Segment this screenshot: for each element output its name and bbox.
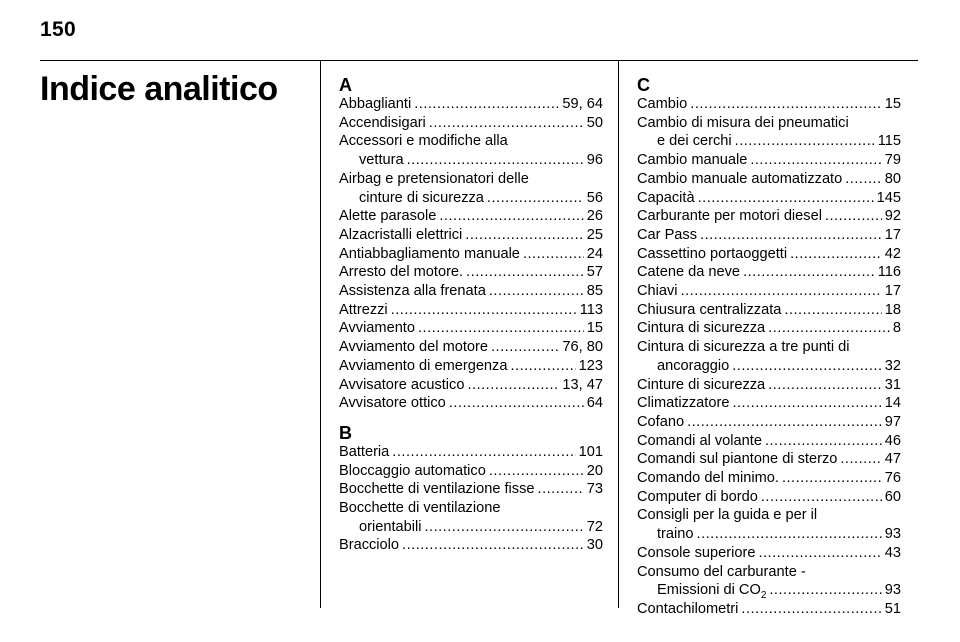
entry-label-text: Comandi sul piantone di sterzo [637, 451, 838, 468]
entry-pages: 59, 64 [562, 96, 603, 112]
entry-row [637, 600, 901, 619]
entry-pages: 96 [586, 152, 603, 169]
entry-label-text: Car Pass [637, 226, 698, 243]
entry-label [339, 114, 426, 133]
dot-leader [429, 114, 584, 133]
entry-pages: 93 [884, 526, 901, 543]
index-entry [637, 207, 901, 226]
entry-row [637, 226, 901, 245]
index-entry [637, 151, 901, 170]
entry-pages: 115 [877, 133, 901, 150]
dot-leader [489, 462, 584, 481]
entry-label-text: Attrezzi [339, 301, 388, 318]
entry-row [339, 282, 603, 301]
entry-label [359, 151, 404, 170]
index-entry [637, 413, 901, 432]
entry-label-text: Avvisatore acustico [339, 376, 465, 393]
entry-label-text: orientabili [359, 518, 422, 535]
dot-leader [392, 443, 575, 462]
entry-label-text: Contachilometri [637, 600, 739, 617]
entry-label [339, 263, 463, 282]
entry-row [339, 263, 603, 282]
entry-label [339, 394, 446, 413]
entry-label-text: Cassettino portaoggetti [637, 245, 788, 262]
entry-pages: 42 [884, 245, 901, 262]
entry-label [637, 413, 684, 432]
entry-pages: 31 [884, 376, 901, 393]
index-entry [339, 499, 603, 536]
entry-pages: 72 [586, 518, 603, 535]
dot-leader [690, 95, 881, 114]
entry-pages: 93 [884, 582, 901, 599]
entry-pages: 18 [884, 301, 901, 318]
entry-label-text: vettura [359, 152, 404, 169]
entry-label-text: Cambio [637, 96, 688, 112]
entry-label [339, 462, 486, 481]
entry-pages: 8 [892, 320, 901, 337]
entry-label-text: Batteria [339, 443, 390, 460]
dot-leader [414, 95, 559, 114]
entry-label-line1: Consigli per la guida e per il [637, 507, 818, 524]
entry-row [637, 357, 901, 376]
index-entry [339, 282, 603, 301]
dot-leader [750, 151, 881, 170]
entry-label [637, 282, 678, 301]
entry-row [339, 338, 603, 357]
entry-pages: 76, 80 [562, 339, 603, 356]
index-entry [637, 563, 901, 600]
entry-label-text: Comando del minimo. [637, 470, 779, 487]
index-column-1 [339, 76, 603, 555]
entry-pages: 56 [586, 189, 603, 206]
entry-pages: 46 [884, 432, 901, 449]
entry-pages: 15 [586, 320, 603, 337]
index-entry [339, 338, 603, 357]
entry-label-subscript: 2 [760, 590, 767, 602]
dot-leader [449, 394, 584, 413]
entry-label [637, 376, 765, 395]
index-entry [339, 376, 603, 395]
dot-leader [489, 282, 584, 301]
dot-leader [700, 226, 882, 245]
dot-leader [840, 450, 881, 469]
entry-label [637, 544, 755, 563]
entry-label [637, 301, 781, 320]
index-entry [637, 282, 901, 301]
entry-label [657, 357, 729, 376]
entry-label [339, 282, 486, 301]
entry-pages: 116 [877, 264, 901, 281]
index-entry [637, 245, 901, 264]
entry-pages: 50 [586, 114, 603, 131]
entry-row [637, 544, 901, 563]
index-entry [339, 480, 603, 499]
entry-row [339, 376, 603, 395]
entry-label [657, 581, 766, 600]
entry-pages: 24 [586, 245, 603, 262]
entry-row [339, 462, 603, 481]
entry-label [339, 301, 388, 320]
entry-row [637, 132, 901, 151]
index-entry [339, 95, 603, 114]
entry-row [339, 95, 603, 114]
dot-leader [741, 600, 881, 619]
entry-label [339, 480, 535, 499]
dot-leader [466, 263, 584, 282]
entry-label [657, 132, 732, 151]
entry-label [637, 488, 758, 507]
dot-leader [391, 301, 577, 320]
entry-label [359, 189, 484, 208]
entry-label-line1: Airbag e pretensionatori delle [339, 170, 529, 187]
dot-leader [418, 319, 584, 338]
entry-pages: 17 [884, 283, 901, 300]
dot-leader [467, 376, 559, 395]
entry-label [637, 432, 762, 451]
dot-leader [491, 338, 559, 357]
entry-label-text: Antiabbagliamento manuale [339, 245, 520, 262]
dot-leader [407, 151, 584, 170]
entry-label-text: cinture di sicurezza [359, 189, 484, 206]
index-entry [637, 506, 901, 543]
entry-label [637, 469, 779, 488]
entry-row [339, 319, 603, 338]
dot-leader [487, 189, 584, 208]
entry-pages: 85 [586, 283, 603, 300]
entry-label [657, 525, 694, 544]
entry-label [339, 338, 488, 357]
entry-label-text: Cintura di sicurezza [637, 320, 766, 337]
entry-label-line1: Consumo del carburante - [637, 563, 806, 580]
entry-label-text: Cofano [637, 413, 685, 430]
entry-row [339, 114, 603, 133]
entry-row [339, 189, 603, 208]
entry-row [637, 450, 901, 469]
dot-leader [768, 319, 890, 338]
index-entry [637, 170, 901, 189]
entry-label-text: Computer di bordo [637, 488, 758, 505]
entry-label [359, 518, 421, 537]
entry-pages: 26 [586, 208, 603, 225]
entry-label [339, 226, 462, 245]
entry-label [339, 357, 507, 376]
dot-leader [768, 376, 882, 395]
dot-leader [825, 207, 882, 226]
entry-label-text: Cambio manuale [637, 152, 748, 169]
entry-pages: 76 [884, 470, 901, 487]
entry-label-text: Avviamento [339, 320, 415, 337]
entry-row [637, 151, 901, 170]
index-entry [339, 443, 603, 462]
entry-row [339, 226, 603, 245]
entry-pages: 97 [884, 413, 901, 430]
entry-label-text: Comandi al volante [637, 432, 762, 449]
entry-label-text: Chiusura centralizzata [637, 301, 782, 318]
entry-label-text: Chiavi [637, 283, 678, 300]
entry-row [339, 245, 603, 264]
entry-pages: 30 [586, 537, 603, 554]
entry-label [637, 394, 729, 413]
entry-row [339, 536, 603, 555]
entry-label-text: Emissioni di CO [657, 582, 761, 599]
entry-label-text: Arresto del motore. [339, 264, 464, 281]
entry-label-text: Cinture di sicurezza [637, 376, 766, 393]
entry-label-text: ancoraggio [657, 357, 730, 374]
entry-pages: 79 [884, 152, 901, 169]
entry-label-text: e dei cerchi [657, 133, 732, 150]
entry-pages: 20 [586, 462, 603, 479]
entry-label [637, 319, 765, 338]
entry-pages: 101 [578, 443, 603, 460]
dot-leader [465, 226, 584, 245]
entry-label [339, 95, 411, 114]
index-entry [339, 170, 603, 207]
entry-row [637, 394, 901, 413]
entry-label [637, 151, 747, 170]
index-entry [339, 207, 603, 226]
entry-label-text: Avviamento di emergenza [339, 357, 508, 374]
index-entry [637, 114, 901, 151]
dot-leader [784, 301, 881, 320]
entry-row [637, 282, 901, 301]
entry-row [339, 518, 603, 537]
entry-label-text: Alette parasole [339, 208, 437, 225]
entry-label-line1: Cambio di misura dei pneumatici [637, 114, 849, 131]
entry-row [637, 95, 901, 114]
page-title: Indice analitico [40, 70, 278, 108]
index-entry [637, 544, 901, 563]
entry-pages: 73 [586, 481, 603, 498]
index-group [339, 424, 603, 555]
index-entry [637, 376, 901, 395]
entry-row [637, 413, 901, 432]
dot-leader [758, 544, 881, 563]
top-rule [40, 60, 918, 61]
dot-leader [732, 394, 881, 413]
entry-row [339, 443, 603, 462]
entry-label [637, 189, 695, 208]
index-entry [339, 245, 603, 264]
entry-row [637, 207, 901, 226]
entry-pages: 32 [884, 357, 901, 374]
entry-label [637, 600, 738, 619]
entry-pages: 57 [586, 264, 603, 281]
entry-label [339, 245, 520, 264]
entry-label-text: traino [657, 526, 694, 543]
entry-label [339, 319, 415, 338]
entry-label-line1: Accessori e modifiche alla [339, 133, 508, 150]
dot-leader [790, 245, 882, 264]
entry-label-text: Carburante per motori diesel [637, 208, 822, 225]
index-entry [637, 95, 901, 114]
entry-label [339, 376, 464, 395]
index-entry [339, 357, 603, 376]
dot-leader [845, 170, 882, 189]
dot-leader [538, 480, 584, 499]
column-divider [618, 60, 619, 608]
entry-pages: 92 [884, 208, 901, 225]
entry-pages: 43 [884, 544, 901, 561]
entry-pages: 25 [586, 226, 603, 243]
index-column-2 [637, 76, 901, 619]
index-entry [637, 189, 901, 208]
entry-label-text: Abbaglianti [339, 96, 412, 112]
entry-pages: 47 [884, 451, 901, 468]
index-entry [637, 338, 901, 375]
dot-leader [782, 469, 882, 488]
dot-leader [424, 518, 583, 537]
entry-row [339, 301, 603, 320]
entry-label [637, 95, 687, 114]
entry-label [637, 170, 842, 189]
dot-leader [732, 357, 882, 376]
index-entry [339, 536, 603, 555]
index-entry [637, 432, 901, 451]
entry-label-text: Avvisatore ottico [339, 395, 446, 412]
entry-label [637, 263, 740, 282]
entry-label-line1: Bocchette di ventilazione [339, 500, 501, 517]
index-letter: B [339, 422, 352, 443]
dot-leader [439, 207, 583, 226]
entry-label-text: Climatizzatore [637, 395, 730, 412]
index-entry [637, 319, 901, 338]
entry-label [339, 443, 389, 462]
dot-leader [769, 581, 881, 600]
entry-row [637, 581, 901, 600]
entry-label-text: Accendisigari [339, 114, 426, 131]
dot-leader [735, 132, 875, 151]
entry-row [637, 189, 901, 208]
entry-row [339, 394, 603, 413]
entry-label-line1: Cintura di sicurezza a tre punti di [637, 339, 850, 356]
entry-pages: 60 [884, 488, 901, 505]
dot-leader [743, 263, 875, 282]
entry-pages: 145 [876, 189, 901, 206]
entry-pages: 123 [578, 357, 603, 374]
entry-row [339, 480, 603, 499]
entry-label [637, 207, 822, 226]
entry-row [637, 488, 901, 507]
entry-row [637, 376, 901, 395]
dot-leader [402, 536, 584, 555]
index-entry [339, 263, 603, 282]
entry-row [637, 469, 901, 488]
entry-row [637, 432, 901, 451]
entry-label [637, 245, 787, 264]
entry-pages: 113 [579, 301, 603, 318]
entry-label-text: Console superiore [637, 544, 756, 561]
index-entry [637, 394, 901, 413]
dot-leader [698, 189, 874, 208]
index-entry [339, 319, 603, 338]
entry-pages: 17 [884, 226, 901, 243]
entry-row [637, 301, 901, 320]
index-entry [339, 114, 603, 133]
index-entry [637, 600, 901, 619]
index-entry [339, 462, 603, 481]
index-entry [339, 132, 603, 169]
entry-label [339, 207, 436, 226]
index-entry [637, 450, 901, 469]
entry-pages: 51 [884, 600, 901, 617]
index-entry [339, 301, 603, 320]
entry-label-text: Bocchette di ventilazione fisse [339, 481, 535, 498]
entry-row [637, 525, 901, 544]
entry-row [637, 263, 901, 282]
entry-row [339, 207, 603, 226]
entry-label [637, 226, 697, 245]
dot-leader [687, 413, 882, 432]
dot-leader [681, 282, 882, 301]
index-letter: A [339, 75, 352, 95]
dot-leader [523, 245, 584, 264]
index-group [339, 76, 603, 413]
dot-leader [765, 432, 882, 451]
entry-label-text: Catene da neve [637, 264, 741, 281]
index-letter: C [637, 75, 650, 95]
entry-row [339, 151, 603, 170]
dot-leader [697, 525, 882, 544]
entry-pages: 64 [586, 395, 603, 412]
entry-pages: 15 [884, 96, 901, 112]
entry-label-text: Bloccaggio automatico [339, 462, 486, 479]
entry-row [637, 245, 901, 264]
entry-label-text: Assistenza alla frenata [339, 283, 486, 300]
entry-pages: 80 [884, 170, 901, 187]
entry-label-text: Alzacristalli elettrici [339, 226, 463, 243]
index-entry [339, 394, 603, 413]
entry-label-text: Bracciolo [339, 537, 400, 554]
entry-label [637, 450, 837, 469]
index-entry [637, 263, 901, 282]
page-number: 150 [40, 18, 76, 41]
dot-leader [761, 488, 882, 507]
entry-row [637, 170, 901, 189]
index-entry [339, 226, 603, 245]
entry-row [637, 319, 901, 338]
entry-pages: 14 [884, 395, 901, 412]
entry-row [339, 357, 603, 376]
entry-pages: 13, 47 [562, 376, 603, 393]
column-divider [320, 60, 321, 608]
index-group [637, 76, 901, 619]
index-entry [637, 226, 901, 245]
entry-label-text: Capacità [637, 189, 695, 206]
index-entry [637, 469, 901, 488]
entry-label [339, 536, 399, 555]
index-entry [637, 488, 901, 507]
index-entry [637, 301, 901, 320]
dot-leader [510, 357, 575, 376]
entry-label-text: Avviamento del motore [339, 339, 488, 356]
entry-label-text: Cambio manuale automatizzato [637, 170, 843, 187]
